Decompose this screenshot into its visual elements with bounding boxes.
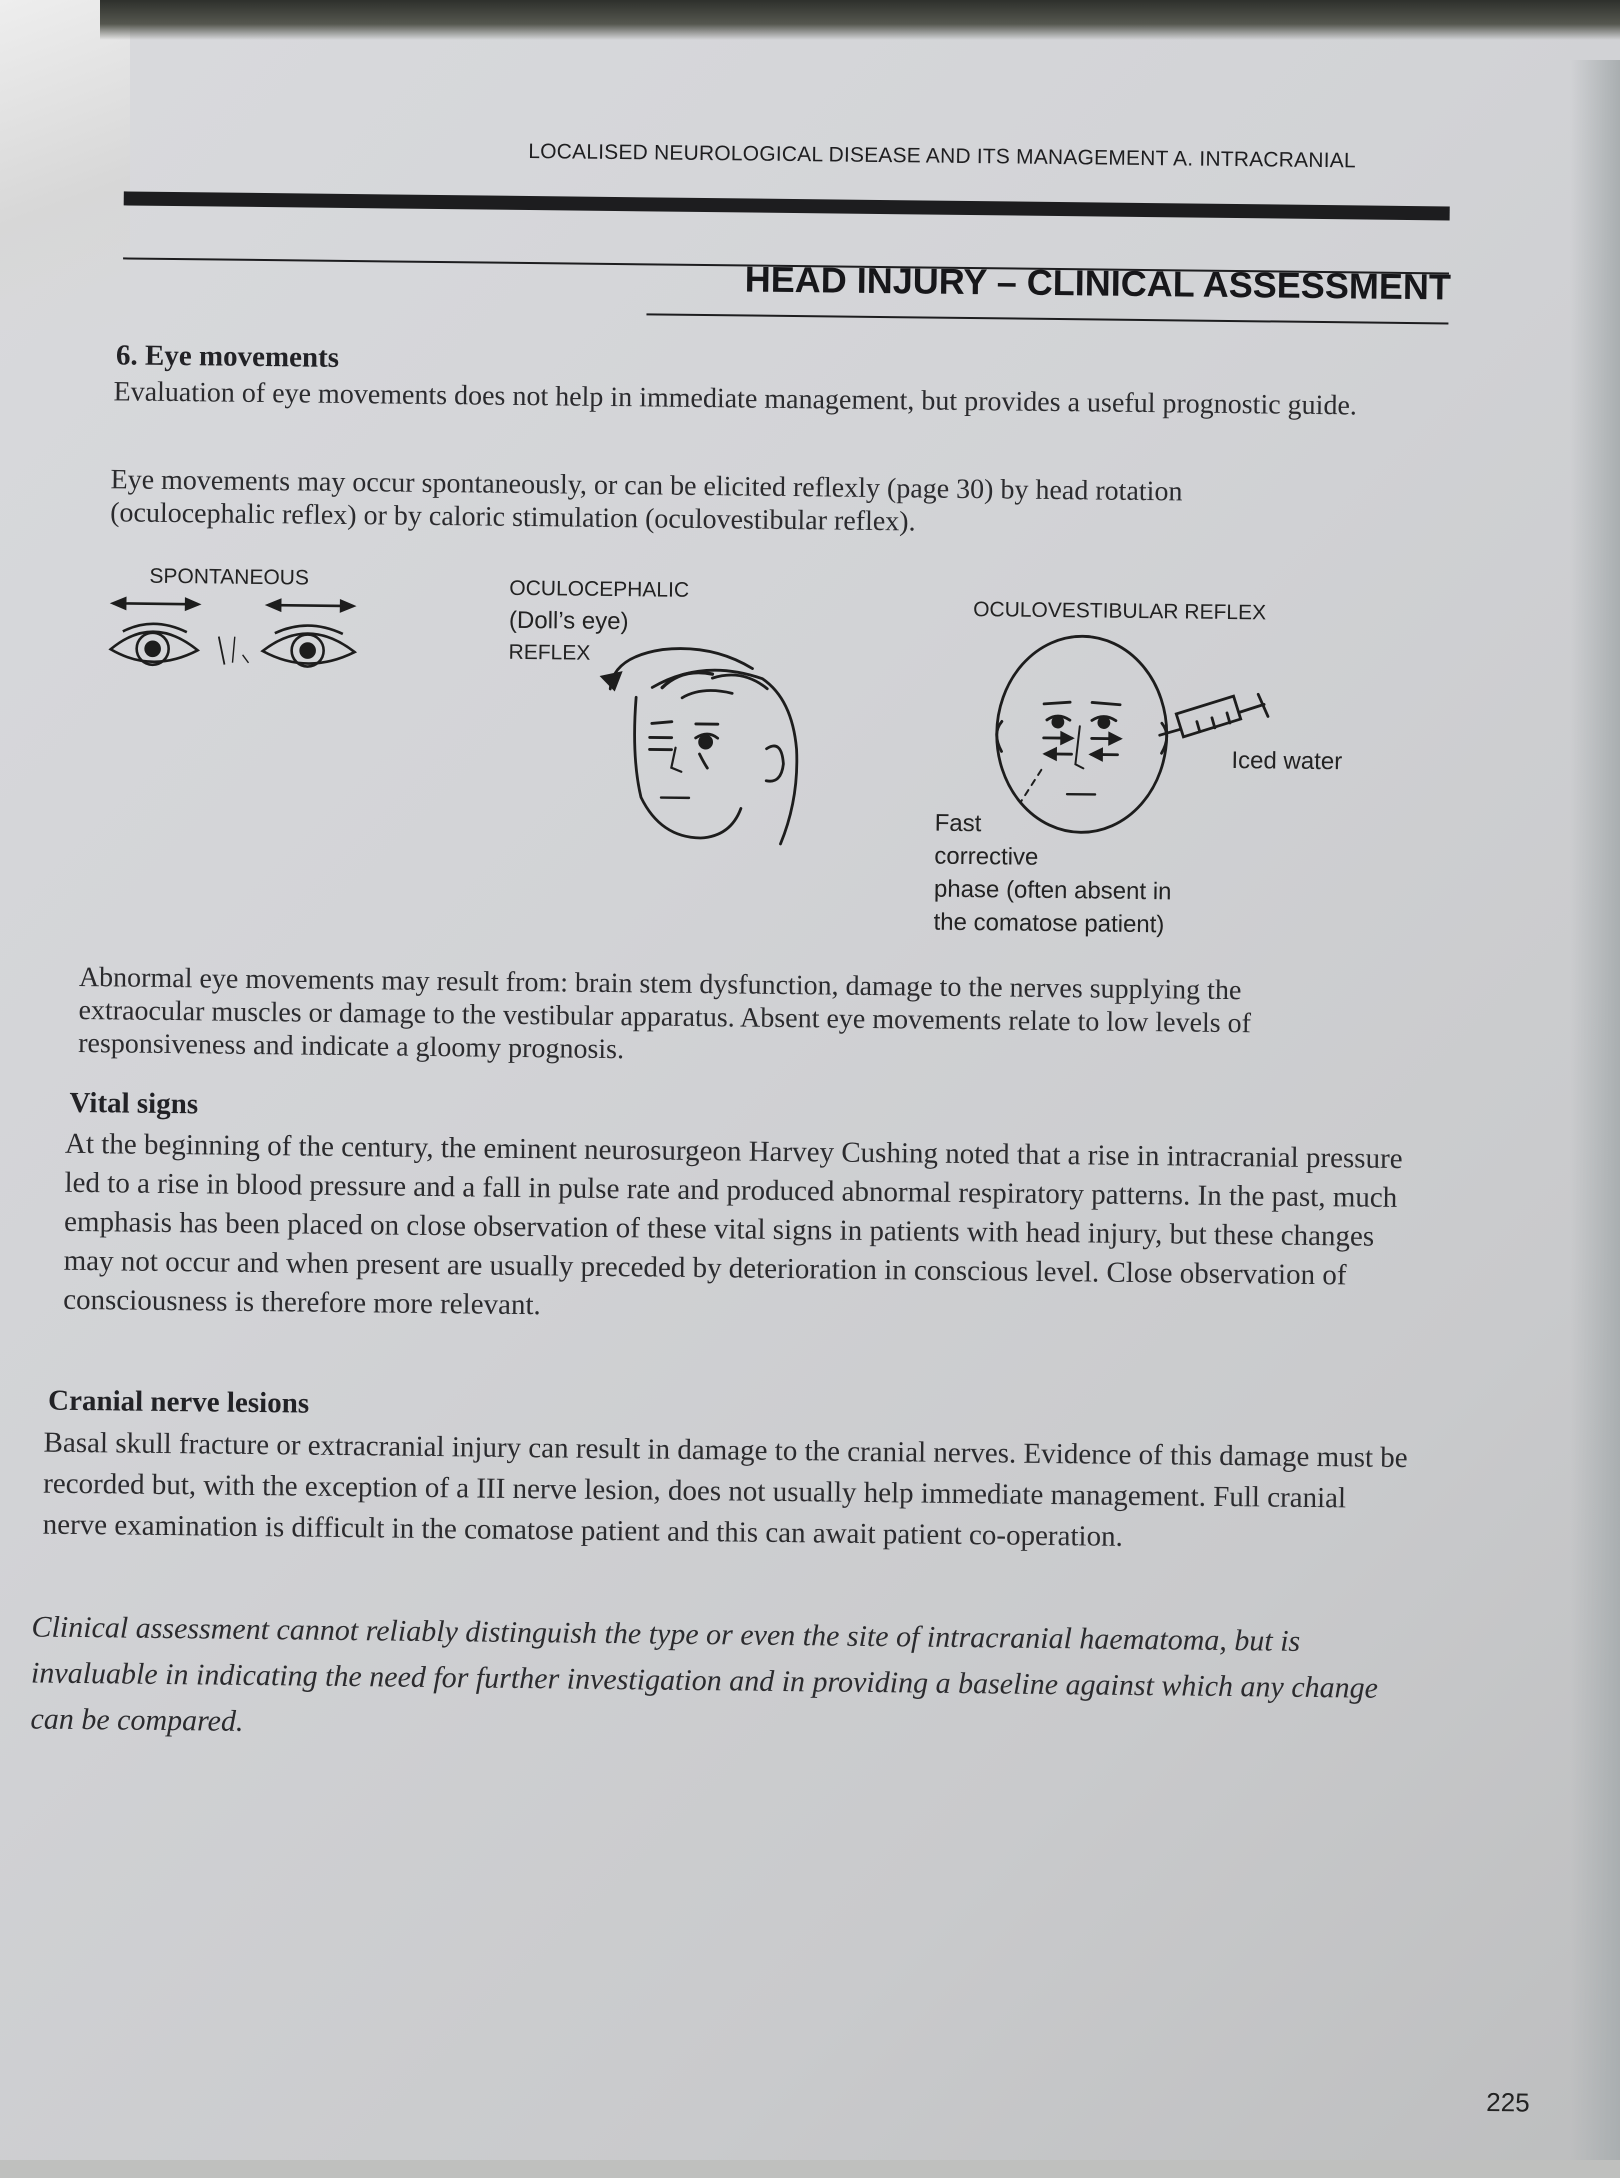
cranial-nerve-heading: Cranial nerve lesions xyxy=(47,1384,310,1420)
caloric-test-head-drawing xyxy=(990,633,1312,847)
label-dolls-eye: (Doll’s eye) xyxy=(508,606,629,636)
vital-signs-heading: Vital signs xyxy=(69,1086,199,1121)
dolls-eye-head-drawing xyxy=(590,637,822,850)
label-fast-4: the comatose patient) xyxy=(933,908,1165,939)
abnormal-eye-movements-paragraph: Abnormal eye movements may result from: brain stem dysfunction, damage to the nerves supplying the extraocular muscles or damage to the vestibular apparatus. Absent eye movements relate to low levels of responsiveness and indicate a gloomy prognosis. xyxy=(77,961,1252,1066)
vital-signs-paragraph: At the beginning of the century, the eminent neurosurgeon Harvey Cushing noted that a rise in intracranial pressure led to a rise in blood pressure and a fall in pulse rate and produced abnormal respiratory patterns. In the past, much emphasis has been placed on close observation of these vital signs in patients with head injury, but these changes may not occur and when present are usually preceded by deterioration in conscious level. Close observation of consciousness is therefore more relevant. xyxy=(63,1127,1403,1322)
label-fast-1: Fast xyxy=(934,809,982,838)
spontaneous-eyes-drawing xyxy=(102,591,383,684)
running-head: LOCALISED NEUROLOGICAL DISEASE AND ITS MANAGEMENT A. INTRACRANIAL xyxy=(528,140,1356,173)
label-fast-2: corrective xyxy=(934,842,1039,871)
label-spontaneous: SPONTANEOUS xyxy=(149,564,310,590)
label-fast-3: phase (often absent in xyxy=(933,875,1172,906)
eye-movements-paragraph-2: Eye movements may occur spontaneously, or can be elicited reflexly (page 30) by head rotation (oculocephalic reflex) or by caloric stimulation (oculovestibular reflex). xyxy=(110,464,1183,538)
label-oculocephalic: OCULOCEPHALIC xyxy=(509,576,690,602)
label-reflex: REFLEX xyxy=(508,640,591,665)
eye-movements-paragraph-1: Evaluation of eye movements does not help in immediate management, but provides a useful prognostic guide. xyxy=(113,376,1358,422)
cranial-nerve-paragraph: Basal skull fracture or extracranial injury can result in damage to the cranial nerves. Evidence of this damage must be recorded but, with the exception of a III nerve lesion, does not usually help immediate management. Full cranial nerve examination is difficult in the comatose patient and this can await patient co-operation. xyxy=(42,1426,1408,1553)
header-rule-thick xyxy=(124,191,1450,220)
section-title: HEAD INJURY – CLINICAL ASSESSMENT xyxy=(744,258,1452,308)
eye-movements-heading: 6. Eye movements xyxy=(115,339,340,374)
label-oculovestibular: OCULOVESTIBULAR REFLEX xyxy=(973,598,1267,625)
summary-statement: Clinical assessment cannot reliably distinguish the type or even the site of intracranial haematoma, but is invaluable in indicating the need for further investigation and in providing a baseline against which any change can be compared. xyxy=(30,1610,1379,1738)
title-underline xyxy=(646,313,1448,324)
page-number: 225 xyxy=(1486,2086,1530,2118)
label-iced-water: Iced water xyxy=(1231,747,1343,776)
